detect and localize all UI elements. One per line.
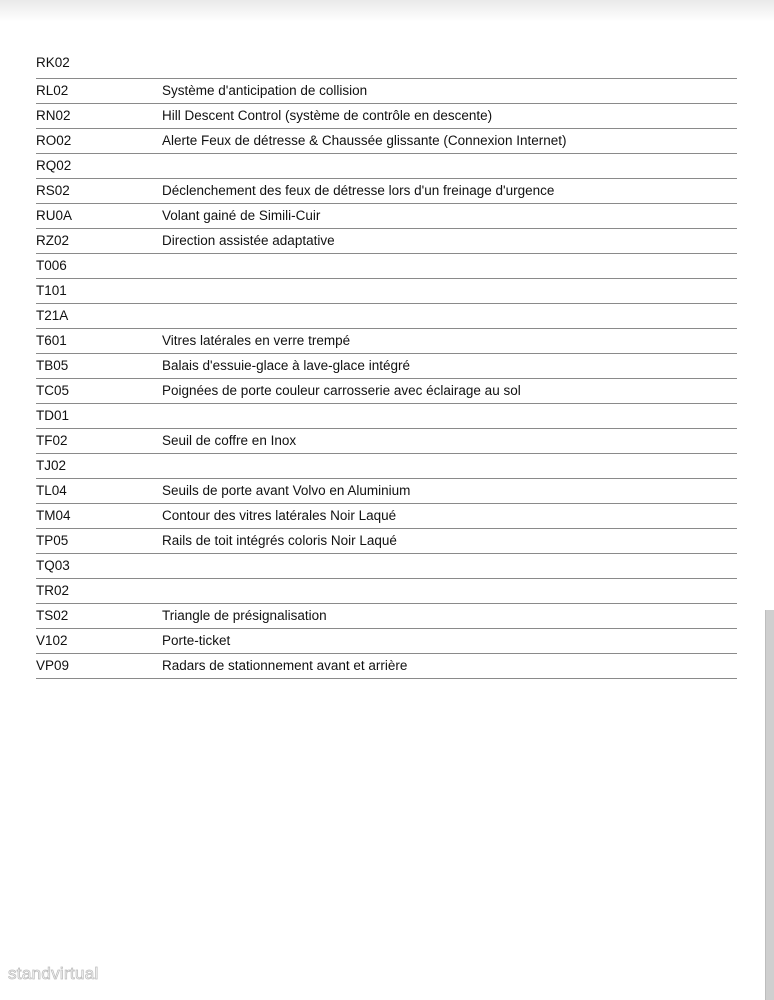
table-row [36,379,737,404]
option-description [162,404,737,429]
table-row [36,204,737,229]
option-description: Hill Descent Control (système de contrôle en descente) [162,104,737,129]
table-row [36,104,737,129]
option-code: TQ03 [36,554,162,579]
table-row [36,604,737,629]
option-description [162,454,737,479]
option-code: TC05 [36,379,162,404]
table-row [36,329,737,354]
option-description: Vitres latérales en verre trempé [162,329,737,354]
option-code: TP05 [36,529,162,554]
table-row [36,404,737,429]
table-row [36,48,737,79]
option-description: Balais d'essuie-glace à lave-glace intégré [162,354,737,379]
table-row [36,579,737,604]
option-code: VP09 [36,654,162,679]
option-code: TS02 [36,604,162,629]
option-description [162,279,737,304]
option-code: T101 [36,279,162,304]
option-description: Contour des vitres latérales Noir Laqué [162,504,737,529]
option-description: Système d'anticipation de collision [162,79,737,104]
option-description: Seuils de porte avant Volvo en Aluminium [162,479,737,504]
option-description [162,254,737,279]
option-code: RO02 [36,129,162,154]
option-description: Rails de toit intégrés coloris Noir Laqué [162,529,737,554]
option-description [162,579,737,604]
table-row [36,454,737,479]
option-description [162,304,737,329]
option-description: Déclenchement des feux de détresse lors d'un freinage d'urgence [162,179,737,204]
option-code: TB05 [36,354,162,379]
table-row [36,154,737,179]
option-description: Triangle de présignalisation [162,604,737,629]
table-row [36,654,737,679]
option-code: T601 [36,329,162,354]
option-code: RN02 [36,104,162,129]
option-code: RL02 [36,79,162,104]
table-row [36,304,737,329]
option-code: V102 [36,629,162,654]
table-row [36,629,737,654]
option-code: RS02 [36,179,162,204]
option-code: TR02 [36,579,162,604]
option-description: Seuil de coffre en Inox [162,429,737,454]
table-row [36,429,737,454]
option-code: TJ02 [36,454,162,479]
table-row [36,554,737,579]
options-table-body [36,48,737,679]
option-code: T006 [36,254,162,279]
option-code: T21A [36,304,162,329]
option-code: TM04 [36,504,162,529]
option-code: TD01 [36,404,162,429]
option-code: RZ02 [36,229,162,254]
option-code: TL04 [36,479,162,504]
option-code: RU0A [36,204,162,229]
table-row [36,354,737,379]
options-table [36,48,737,679]
option-description: Alerte Feux de détresse & Chaussée glissante (Connexion Internet) [162,129,737,154]
option-description [162,48,737,79]
option-code: TF02 [36,429,162,454]
option-description [162,154,737,179]
option-description: Radars de stationnement avant et arrière [162,654,737,679]
option-description [162,554,737,579]
table-row [36,129,737,154]
option-description: Poignées de porte couleur carrosserie avec éclairage au sol [162,379,737,404]
table-row [36,279,737,304]
option-description: Volant gainé de Simili-Cuir [162,204,737,229]
option-description: Porte-ticket [162,629,737,654]
watermark-logo: standvirtual [8,964,99,983]
table-row [36,254,737,279]
top-edge-shadow [0,0,774,22]
table-row [36,529,737,554]
table-row [36,79,737,104]
table-row [36,479,737,504]
option-code: RK02 [36,48,162,79]
table-row [36,179,737,204]
option-description: Direction assistée adaptative [162,229,737,254]
table-row [36,504,737,529]
option-code: RQ02 [36,154,162,179]
scrollbar[interactable] [765,610,774,1000]
table-row [36,229,737,254]
